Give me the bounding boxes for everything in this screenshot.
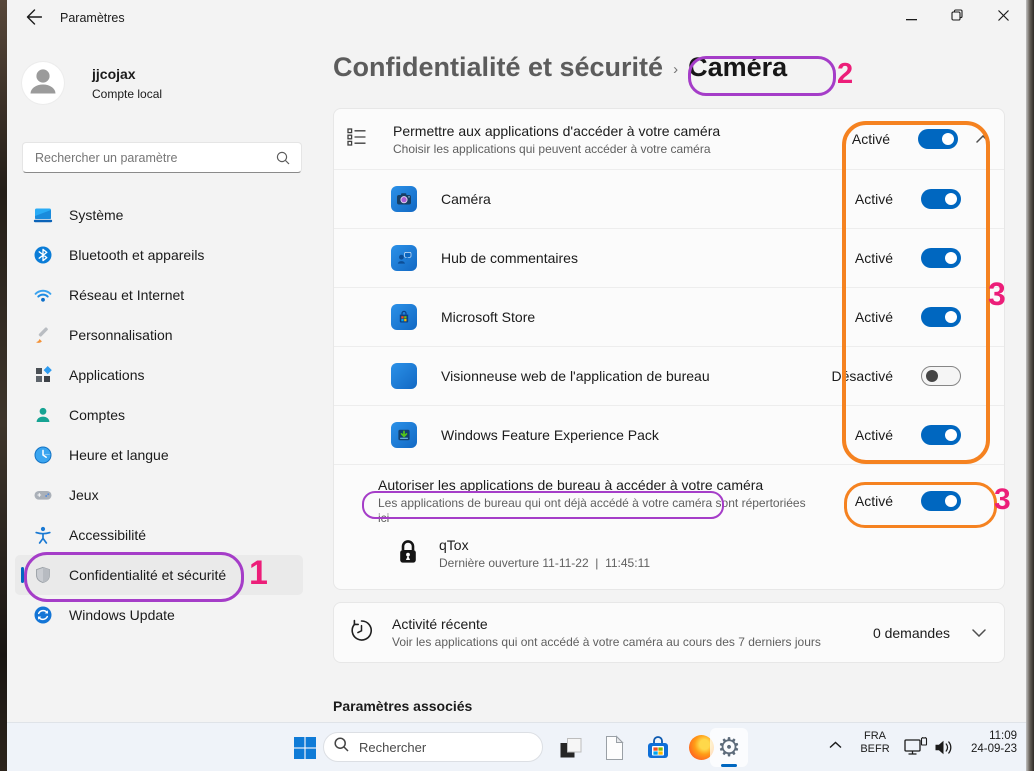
related-settings-title: Paramètres associés [333, 698, 473, 714]
taskbar-app-settings[interactable] [715, 731, 743, 763]
annotation-step-3: 3 [988, 276, 1006, 312]
master-toggle[interactable] [918, 129, 958, 149]
sidebar-item-label: Réseau et Internet [69, 287, 185, 303]
taskbar-search-input[interactable] [357, 739, 542, 756]
sidebar-item-windows-update[interactable] [15, 595, 303, 635]
apps-icon [33, 365, 53, 385]
master-toggle-subtitle: Choisir les applications qui peuvent accéder à votre caméra [393, 141, 711, 156]
camera-app-icon [391, 186, 417, 212]
sidebar-item-label: Jeux [69, 487, 99, 503]
recent-activity-count: 0 demandes [872, 624, 950, 641]
app-row-feedback-hub [334, 228, 1004, 287]
app-list-icon [346, 126, 368, 153]
app-row-wfep [334, 405, 1004, 464]
camera-settings-card [333, 108, 1005, 590]
chevron-down-icon[interactable] [972, 629, 986, 637]
toggle-web-viewer[interactable] [921, 366, 961, 386]
desktop-apps-row [334, 464, 1004, 589]
toggle-camera[interactable] [921, 189, 961, 209]
desktop-edge-right [1026, 0, 1034, 771]
person-icon [23, 61, 63, 106]
sidebar-item-heure-langue[interactable] [15, 435, 303, 475]
sidebar-item-label: Confidentialité et sécurité [69, 567, 227, 583]
language-code: FRA [864, 730, 886, 742]
restore-icon [951, 8, 963, 26]
document-icon [604, 735, 625, 761]
back-button[interactable] [17, 6, 49, 32]
sidebar-item-label: Applications [69, 367, 145, 383]
desktop-app-name: qTox [439, 537, 469, 553]
bluetooth-icon [33, 245, 53, 265]
sidebar-item-label: Heure et langue [69, 447, 169, 463]
desktop-edge-left [0, 0, 7, 771]
desktop-apps-state: Activé [854, 493, 893, 509]
toggle-wfep[interactable] [921, 425, 961, 445]
desktop-app-entry-qtox [378, 537, 961, 570]
app-state: Désactivé [831, 368, 893, 384]
tray-date: 24-09-23 [970, 743, 1017, 755]
search-icon [276, 151, 290, 165]
app-row-microsoft-store [334, 287, 1004, 346]
sidebar-item-label: Personnalisation [69, 327, 173, 343]
recent-activity-subtitle: Voir les applications qui ont accédé à votre caméra au cours des 7 derniers jours [392, 635, 821, 649]
sidebar-item-accessibilite[interactable] [15, 515, 303, 555]
start-button[interactable] [293, 736, 317, 760]
close-icon [998, 8, 1009, 26]
recent-activity-title: Activité récente [392, 616, 488, 632]
breadcrumb [333, 52, 787, 83]
breadcrumb-parent[interactable]: Confidentialité et sécurité [333, 52, 664, 82]
sidebar-item-label: Comptes [69, 407, 126, 423]
microsoft-store-icon [391, 304, 417, 330]
history-icon [348, 617, 375, 649]
web-viewer-icon [391, 363, 417, 389]
sidebar-item-systeme[interactable] [15, 195, 303, 235]
settings-search[interactable] [22, 142, 302, 173]
padlock-icon [397, 538, 419, 570]
desktop-apps-title: Autoriser les applications de bureau à accéder à votre caméra [378, 477, 764, 493]
sidebar-nav [7, 195, 322, 635]
wifi-icon [33, 285, 53, 305]
tray-show-hidden-icons[interactable] [827, 739, 843, 751]
gear-icon: ⚙ [717, 732, 741, 762]
app-name: Microsoft Store [441, 309, 536, 325]
app-state: Activé [854, 427, 893, 443]
restore-button[interactable] [934, 0, 980, 33]
annotation-step-3b: 3 [994, 483, 1011, 516]
master-toggle-title: Permettre aux applications d'accéder à votre caméra [393, 122, 721, 139]
master-toggle-row[interactable] [334, 109, 1004, 169]
windows-update-icon [33, 605, 53, 625]
feedback-hub-icon [391, 245, 417, 271]
search-icon [334, 737, 349, 757]
gamepad-icon [33, 485, 53, 505]
app-name: Hub de commentaires [441, 250, 578, 266]
taskbar [7, 722, 1026, 771]
app-state: Activé [854, 309, 893, 325]
store-bag-icon [645, 735, 671, 761]
toggle-feedback-hub[interactable] [921, 248, 961, 268]
sidebar-item-label: Windows Update [69, 607, 175, 623]
paintbrush-icon [33, 325, 53, 345]
app-name: Windows Feature Experience Pack [441, 427, 659, 443]
ethernet-icon [904, 737, 929, 757]
desktop-app-last-access: Dernière ouverture 11-11-22 | 11:45:11 [439, 556, 651, 570]
chevron-up-icon [829, 741, 842, 749]
desktop-apps-subtitle-tail: ici [378, 511, 390, 525]
annotation-step-2: 2 [837, 58, 854, 90]
settings-search-input[interactable] [23, 151, 276, 165]
account-type: Compte local [92, 87, 163, 101]
avatar[interactable] [22, 62, 64, 104]
app-state: Activé [854, 250, 893, 266]
back-arrow-icon [25, 9, 42, 30]
tray-volume[interactable] [933, 738, 954, 756]
sidebar-item-label: Accessibilité [69, 527, 147, 543]
speaker-icon [934, 739, 954, 756]
app-row-web-viewer [334, 346, 1004, 405]
sidebar-item-applications[interactable] [15, 355, 303, 395]
system-icon [33, 205, 53, 225]
settings-window [7, 0, 1026, 722]
user-name: jjcojax [92, 66, 136, 82]
toggle-microsoft-store[interactable] [921, 307, 961, 327]
accessibility-icon [33, 525, 53, 545]
sidebar-item-label: Système [69, 207, 124, 223]
tray-network[interactable] [903, 737, 929, 757]
overlapping-squares-icon [559, 736, 583, 760]
recent-activity-card[interactable] [333, 602, 1005, 663]
desktop-apps-subtitle: Les applications de bureau qui ont déjà accédé à votre caméra sont répertoriées [378, 496, 806, 510]
taskbar-search[interactable] [323, 732, 543, 762]
active-app-indicator [721, 764, 737, 767]
sidebar-item-label: Bluetooth et appareils [69, 247, 205, 263]
annotation-step-1: 1 [249, 554, 268, 592]
tray-language-indicator[interactable] [858, 730, 892, 756]
accounts-icon [33, 405, 53, 425]
chevron-up-icon[interactable] [976, 135, 990, 143]
sidebar-item-reseau[interactable] [15, 275, 303, 315]
toggle-desktop-apps[interactable] [921, 491, 961, 511]
app-state: Activé [854, 191, 893, 207]
close-button[interactable] [980, 0, 1026, 33]
sidebar-item-bluetooth[interactable] [15, 235, 303, 275]
keyboard-layout: BEFR [860, 743, 890, 755]
taskbar-app-document[interactable] [603, 734, 625, 761]
minimize-button[interactable] [888, 0, 934, 33]
master-toggle-state: Activé [851, 131, 890, 147]
app-row-camera [334, 169, 1004, 228]
minimize-icon [906, 8, 917, 26]
sidebar-item-personnalisation[interactable] [15, 315, 303, 355]
breadcrumb-current: Caméra [688, 52, 788, 82]
selected-indicator [21, 567, 24, 583]
taskbar-app-overlapping-squares[interactable] [558, 735, 583, 760]
tray-time: 11:09 [989, 730, 1017, 742]
wfep-icon [391, 422, 417, 448]
sidebar-item-confidentialite[interactable] [15, 555, 303, 595]
taskbar-app-store[interactable] [644, 734, 671, 761]
window-title: Paramètres [60, 11, 125, 25]
breadcrumb-separator-icon: › [673, 61, 679, 78]
sidebar-item-jeux[interactable] [15, 475, 303, 515]
clock-language-icon [33, 445, 53, 465]
windows-logo-icon [294, 737, 316, 759]
app-name: Caméra [441, 191, 491, 207]
tray-clock[interactable] [959, 730, 1017, 756]
shield-icon [33, 565, 53, 585]
sidebar-item-comptes[interactable] [15, 395, 303, 435]
app-name: Visionneuse web de l'application de bureau [441, 368, 710, 384]
